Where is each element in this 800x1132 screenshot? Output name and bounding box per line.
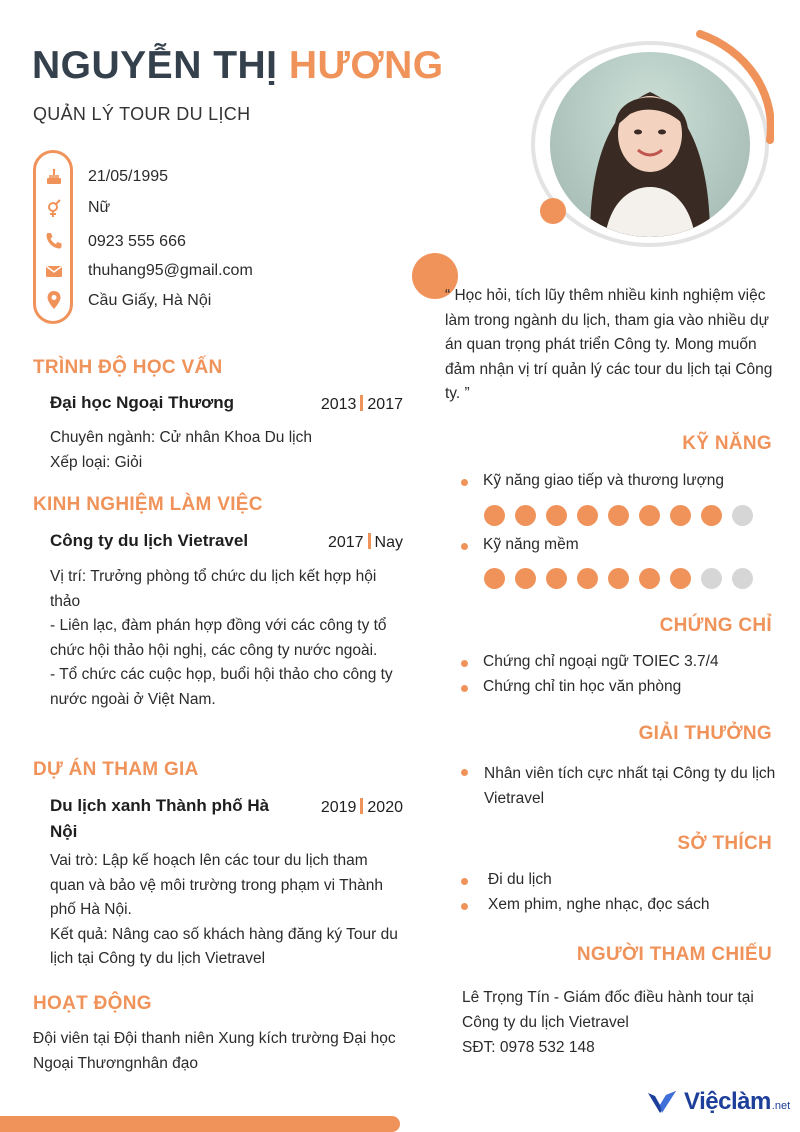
education-start: 2013 [320,396,357,413]
logo-brand: Việclàm [684,1088,771,1115]
education-major: Chuyên ngành: Cử nhân Khoa Du lịch [50,429,312,446]
activities-heading: HOẠT ĐỘNG [33,993,152,1014]
year-divider [360,395,363,411]
experience-bullet: - Liên lạc, đàm phán hợp đồng với các công ty tổ chức hội thảo hội nghị, các công ty nước ngoài. [50,617,387,659]
contact-address: Cầu Giấy, Hà Nội [88,292,212,309]
experience-company: Công ty du lịch Vietravel [50,531,249,550]
bullet-dot [461,903,468,910]
education-grade: Xếp loại: Giỏi [50,453,143,471]
rating-dot-filled [515,568,536,589]
skill-label: Kỹ năng giao tiếp và thương lượng [483,472,725,489]
award-item: Nhân viên tích cực nhất tại Công ty du lịch Vietravel [484,765,776,807]
email-icon [44,261,64,281]
location-pin-icon [44,290,64,310]
activities-text: Đội viên tại Đội thanh niên Xung kích trường Đại học Ngoại Thươngnhân đạo [33,1030,396,1072]
year-divider [368,533,371,549]
reference-details [462,985,782,1060]
bullet-dot [461,878,468,885]
references-heading: NGƯỜI THAM CHIẾU [576,944,772,965]
bullet-dot [461,660,468,667]
certificate-item: Chứng chỉ ngoại ngữ TOIEC 3.7/4 [483,653,719,670]
rating-dot-filled [484,568,505,589]
bullet-dot [461,543,468,550]
experience-start: 2017 [327,534,364,551]
rating-dot-filled [670,505,691,526]
gender-icon [44,199,64,219]
experience-heading: KINH NGHIỆM LÀM VIỆC [33,494,263,515]
portrait-illustration [550,52,750,237]
rating-dot-empty [701,568,722,589]
reference-person: Lê Trọng Tín - Giám đốc điều hành tour tại Công ty du lịch Vietravel [462,989,754,1031]
rating-dot-filled [515,505,536,526]
experience-details [50,565,400,712]
skill-rating [484,505,753,526]
project-result: Kết quả: Nâng cao số khách hàng đăng ký Tour du lịch tại Công ty du lịch Vietravel [50,925,398,967]
vieclam-check-icon [646,1089,678,1115]
contact-phone: 0923 555 666 [88,233,186,250]
project-name: Du lịch xanh Thành phố Hà Nội [50,796,270,841]
project-start: 2019 [320,799,357,816]
rating-dot-filled [484,505,505,526]
reference-phone: SĐT: 0978 532 148 [462,1039,595,1056]
project-end: 2020 [367,799,403,816]
name-last: HƯƠNG [288,44,444,87]
contact-gender: Nữ [88,199,111,216]
rating-dot-empty [732,568,753,589]
rating-dot-filled [546,505,567,526]
profile-photo [550,52,750,237]
rating-dot-filled [546,568,567,589]
rating-dot-filled [639,568,660,589]
rating-dot-filled [639,505,660,526]
skill-label: Kỹ năng mềm [483,536,579,553]
projects-heading: DỰ ÁN THAM GIA [33,759,199,780]
education-heading: TRÌNH ĐỘ HỌC VẤN [33,357,223,378]
experience-bullet: - Tổ chức các cuộc họp, buổi hội thảo cho công ty nước ngoài ở Việt Nam. [50,666,393,708]
job-title: QUẢN LÝ TOUR DU LỊCH [33,104,251,124]
rating-dot-filled [577,568,598,589]
logo-suffix: .net [771,1100,791,1112]
year-divider [360,798,363,814]
name-first: NGUYỄN THỊ [32,44,289,87]
project-details [50,849,400,972]
decor-dot-small [540,198,566,224]
rating-dot-filled [701,505,722,526]
phone-icon [44,231,64,251]
hobbies-heading: SỞ THÍCH [677,833,772,854]
rating-dot-filled [608,505,629,526]
career-objective: “ Học hỏi, tích lũy thêm nhiều kinh nghiệm việc làm trong ngành du lịch, tham gia vào nhiều dự án quan trọng phát triển Công ty. Mong muốn đảm nhận vị trí quản lý các tour du lịch tại Công ty. ” [445,287,773,402]
education-end: 2017 [367,396,403,413]
skills-heading: KỸ NĂNG [682,433,772,454]
hobby-item: Xem phim, nghe nhạc, đọc sách [488,896,710,913]
rating-dot-filled [670,568,691,589]
bullet-dot [461,769,468,776]
bullet-dot [461,479,468,486]
rating-dot-filled [577,505,598,526]
education-details [50,426,400,475]
rating-dot-filled [608,568,629,589]
education-years [321,395,403,414]
skill-rating [484,568,753,589]
candidate-name [32,44,444,88]
project-years [321,798,403,817]
experience-years [328,533,403,552]
bottom-accent-bar [0,1116,400,1132]
experience-end: Nay [374,534,403,551]
experience-position: Vị trí: Trưởng phòng tổ chức du lịch kết hợp hội thảo [50,568,377,610]
certificates-heading: CHỨNG CHỈ [659,615,772,636]
certificate-item: Chứng chỉ tin học văn phòng [483,678,682,695]
project-role: Vai trò: Lập kế hoạch lên các tour du lịch tham quan và bảo vệ môi trường trong phạm vi Thành phố Hà Nội. [50,852,384,918]
contact-birthday: 21/05/1995 [88,168,169,185]
vieclam-logo [646,1088,790,1116]
hobby-item: Đi du lịch [488,871,552,888]
birthday-cake-icon [44,167,64,187]
bullet-dot [461,685,468,692]
education-school: Đại học Ngoại Thương [50,393,235,412]
awards-heading: GIẢI THƯỞNG [638,723,772,744]
rating-dot-empty [732,505,753,526]
contact-email: thuhang95@gmail.com [88,262,253,279]
